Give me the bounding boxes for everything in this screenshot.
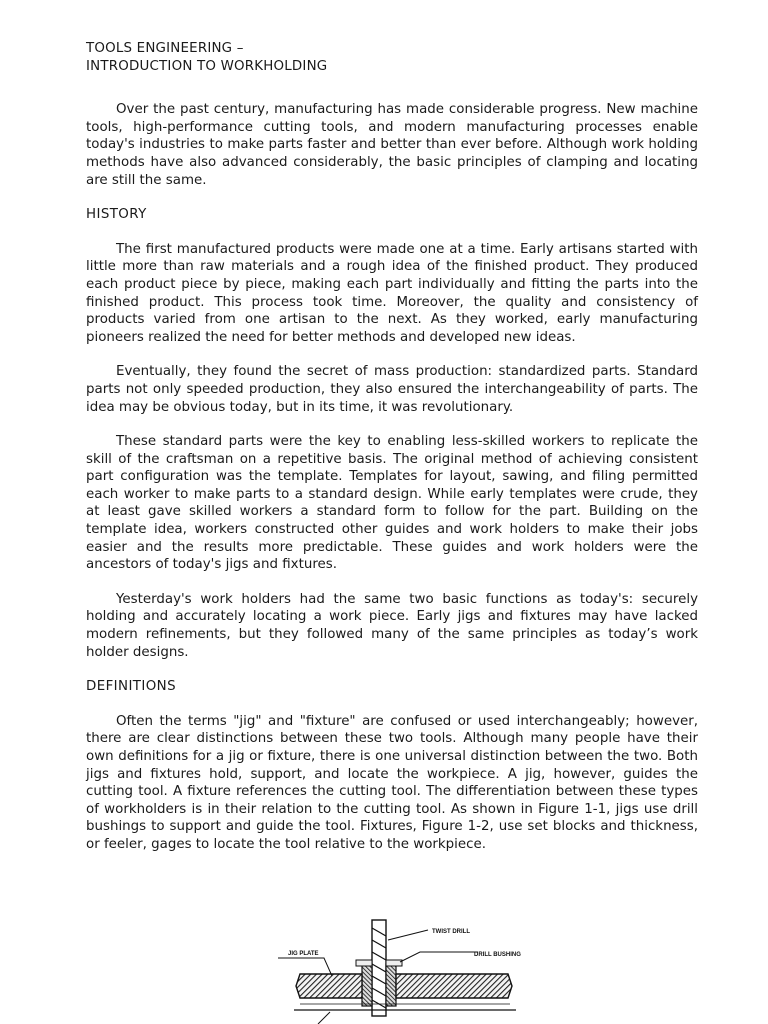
jig-drilling-figure	[270, 918, 540, 1024]
definitions-paragraph: Often the terms "jig" and "fixture" are confused or used interchangeably; however, there are clear distinctions between these two tools. Although many people have their own definitions for a jig or fixture, there is one universal distinction between the two. Both jigs and fixtures hold, support, and locate the workpiece. A jig, however, guides the cutting tool. A fixture references the cutting tool. The differentiation between these types of workholders is in their relation to the cutting tool. As shown in Figure 1-1, jigs use drill bushings to support and guide the tool. Fixtures, Figure 1-2, use set blocks and thickness, or feeler, gages to locate the tool relative to the workpiece.	[86, 713, 698, 852]
history-paragraph-1: The first manufactured products were made one at a time. Early artisans started with little more than raw materials and a rough idea of the finished product. They produced each product piece by piece, making each part individually and fitting the parts into the finished product. This process took time. Moreover, the quality and consistency of products varied from one artisan to the next. As they worked, early manufacturing pioneers realized the need for better methods and developed new ideas.	[86, 241, 698, 345]
history-paragraph-4: Yesterday's work holders had the same two basic functions as today's: securely holding and accurately locating a work piece. Early jigs and fixtures may have lacked modern refinements, but they followed many of the same principles as today’s work holder designs.	[86, 591, 698, 660]
label-twist-drill: TWIST DRILL	[432, 929, 470, 935]
title-line-1: TOOLS ENGINEERING –	[86, 41, 244, 56]
twist-drill-shape	[372, 920, 386, 1016]
jig-plate-shape	[296, 974, 512, 998]
intro-paragraph: Over the past century, manufacturing has made considerable progress. New machine tools, high-performance cutting tools, and modern manufacturing processes enable today's industries to make parts faster and better than ever before. Although work holding methods have also advanced considerably, the basic principles of clamping and locating are still the same.	[86, 102, 698, 188]
document-title	[86, 40, 698, 75]
label-jig-plate: JIG PLATE	[288, 951, 319, 957]
history-heading: HISTORY	[86, 207, 147, 223]
history-paragraph-2: Eventually, they found the secret of mass production: standardized parts. Standard parts not only speeded production, they also ensured the interchangeability of parts. The idea may be obvious today, but in its time, it was revolutionary.	[86, 364, 698, 415]
title-line-2: INTRODUCTION TO WORKHOLDING	[86, 58, 328, 74]
history-paragraph-3: These standard parts were the key to enabling less-skilled workers to replicate the skill of the craftsman on a repetitive basis. The original method of achieving consistent part configuration was the template. Templates for layout, sawing, and filing permitted each worker to make parts to a standard design. While early templates were crude, they at least gave skilled workers a standard form to follow for the part. Building on the template idea, workers constructed other guides and work holders to make their jobs easier and the results more predictable. These guides and work holders were the ancestors of today's jigs and fixtures.	[86, 434, 698, 573]
label-drill-bushing: DRILL BUSHING	[474, 952, 521, 958]
definitions-heading: DEFINITIONS	[86, 679, 176, 695]
document-page	[86, 40, 698, 871]
